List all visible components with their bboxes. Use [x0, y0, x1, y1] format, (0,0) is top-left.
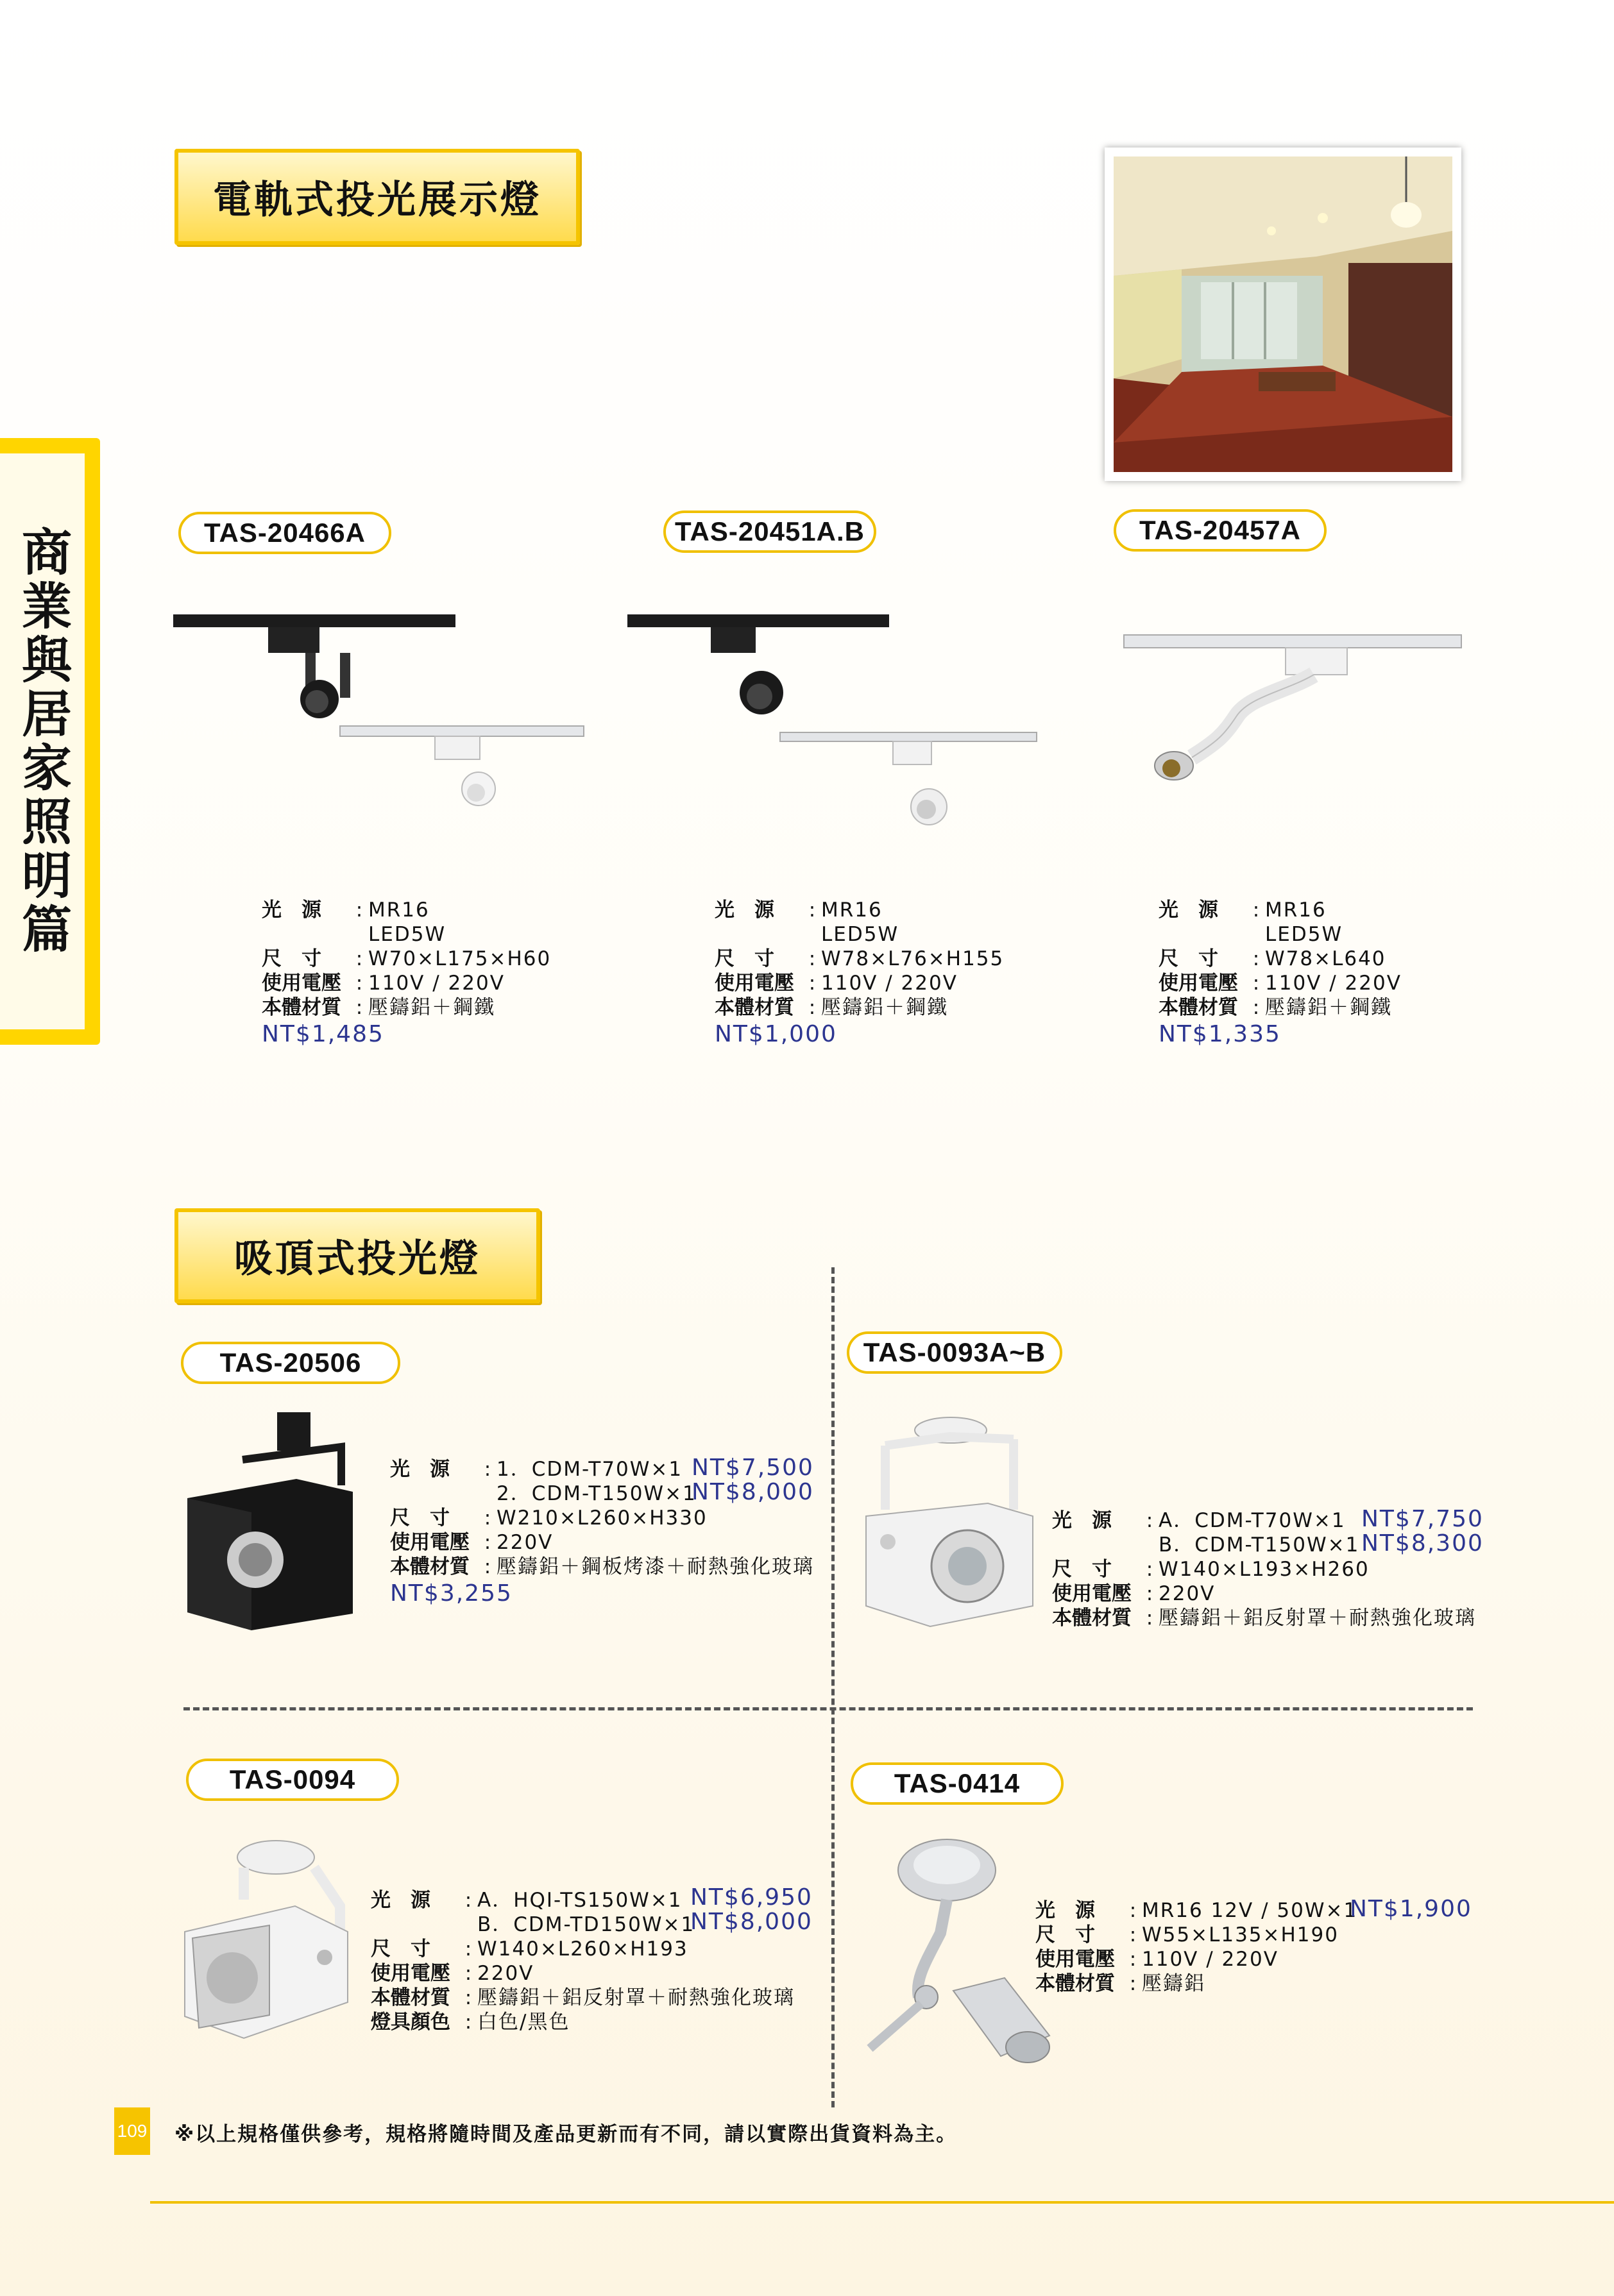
spec-label: 本體材質: [390, 1555, 470, 1578]
spec-label: 使用電壓: [1052, 1582, 1132, 1605]
spec-row: 光 源 : A．CDM-T70W×1: [1052, 1509, 1346, 1532]
price-option-2: NT$8,000: [692, 1479, 814, 1505]
price: NT$1,335: [1159, 1021, 1281, 1047]
spec-value: W78×L640: [1265, 947, 1386, 970]
spec-label: 本體材質: [1052, 1607, 1132, 1630]
price: NT$1,485: [262, 1021, 384, 1047]
spec-value: MR16: [368, 899, 430, 922]
spec-value: 白色/黑色: [477, 2011, 570, 2034]
spec-label: 光 源: [715, 899, 774, 922]
spec-label: 光 源: [1035, 1899, 1095, 1922]
spec-label: 光 源: [390, 1458, 450, 1481]
spec-label: 本體材質: [262, 996, 341, 1019]
spec-value: LED5W: [821, 923, 899, 946]
spec-label: 尺 寸: [1159, 947, 1218, 970]
spec-label: 光 源: [1052, 1509, 1112, 1532]
footer-line: [150, 2201, 1614, 2204]
spec-row: 光 源 : MR16: [715, 899, 883, 922]
spec-row: 光 源 : A．HQI-TS150W×1: [371, 1889, 683, 1912]
model-label-tas-0093a-b: TAS-0093A~B: [847, 1331, 1062, 1374]
spec-row: 本體材質 : 壓鑄鋁＋鋼板烤漆＋耐熱強化玻璃: [390, 1555, 814, 1578]
spec-row: 光 源 : MR16: [1159, 899, 1327, 922]
spec-value: 110V / 220V: [1142, 1948, 1278, 1971]
spec-label: 本體材質: [371, 1986, 450, 2009]
spec-row: [262, 922, 551, 947]
spec-value: W55×L135×H190: [1142, 1923, 1339, 1946]
spec-value: 220V: [497, 1531, 554, 1554]
spec-row: 燈具顏色 : 白色/黑色: [371, 2011, 570, 2034]
spec-row: 本體材質 : 壓鑄鋁＋鋼鐵: [262, 996, 495, 1019]
spec-label: 尺 寸: [262, 947, 321, 970]
spec-value: 壓鑄鋁: [1142, 1972, 1205, 1995]
spec-row: 本體材質 : 壓鑄鋁＋鋼鐵: [1159, 996, 1392, 1019]
spec-value: 110V / 220V: [368, 972, 505, 995]
spec-row: 使用電壓 : 110V / 220V: [1035, 1948, 1278, 1971]
product-image-tas-20506: [181, 1408, 367, 1632]
spec-label: 本體材質: [1159, 996, 1238, 1019]
product-image-tas-0094: [180, 1836, 353, 2041]
model-label-tas-20466a: TAS-20466A: [178, 512, 391, 554]
spec-value: W78×L76×H155: [821, 947, 1005, 970]
model-label-tas-0094: TAS-0094: [186, 1759, 399, 1801]
price-option-a: NT$6,950: [690, 1884, 813, 1911]
divider-vertical: [831, 1267, 835, 2107]
spec-row: 尺 寸 : W140×L193×H260: [1052, 1558, 1370, 1581]
spec-value: W210×L260×H330: [497, 1507, 708, 1530]
spec-label: 使用電壓: [1159, 972, 1238, 995]
spec-row: 使用電壓 : 220V: [371, 1962, 534, 1985]
spec-row: [715, 922, 1004, 947]
price-option-a: NT$7,750: [1361, 1506, 1484, 1532]
spec-row: 尺 寸 : W78×L640: [1159, 947, 1386, 970]
spec-value: 110V / 220V: [821, 972, 958, 995]
spec-value: 110V / 220V: [1265, 972, 1402, 995]
spec-label: 光 源: [1159, 899, 1218, 922]
model-label-tas-20457a: TAS-20457A: [1114, 509, 1327, 552]
spec-value: 壓鑄鋁＋鋁反射罩＋耐熱強化玻璃: [1159, 1607, 1476, 1630]
section-title-track-spotlight: 電軌式投光展示燈: [174, 149, 580, 245]
spec-row: 本體材質 : 壓鑄鋁＋鋁反射罩＋耐熱強化玻璃: [1052, 1607, 1476, 1630]
spec-block-tas-20457a: [1159, 898, 1402, 1047]
price: NT$1,900: [1350, 1896, 1472, 1922]
spec-block-tas-0414: [1035, 1898, 1357, 1996]
spec-row: 尺 寸 : W140×L260×H193: [371, 1937, 688, 1961]
spec-value: 220V: [477, 1962, 534, 1985]
product-image-tas-0093a-b: [860, 1414, 1052, 1629]
spec-value: 2．CDM-T150W×1: [497, 1482, 697, 1505]
spec-label: 燈具顏色: [371, 2011, 450, 2034]
model-label-tas-20506: TAS-20506: [181, 1342, 400, 1384]
spec-block-tas-20466a: [262, 898, 551, 1047]
side-tab-label: 商業與居家照明篇: [13, 526, 71, 957]
spec-row: 光 源 : MR16 12V / 50W×1: [1035, 1899, 1358, 1922]
spec-value: A．CDM-T70W×1: [1159, 1509, 1346, 1532]
product-image-tas-20466a: [172, 603, 589, 847]
spec-row: 使用電壓 : 220V: [390, 1531, 554, 1554]
spec-value: 220V: [1159, 1582, 1216, 1605]
spec-value: 1．CDM-T70W×1: [497, 1458, 683, 1481]
page-number: 109: [114, 2107, 150, 2155]
spec-row: 光 源 : MR16: [262, 899, 430, 922]
spec-value: 壓鑄鋁＋鋼鐵: [1265, 996, 1392, 1019]
spec-value: 壓鑄鋁＋鋼鐵: [821, 996, 948, 1019]
footnote: ※以上規格僅供參考，規格將隨時間及產品更新而有不同，請以實際出貨資料為主。: [174, 2123, 958, 2146]
spec-value: W140×L193×H260: [1159, 1558, 1370, 1581]
price-option-b: NT$8,000: [690, 1909, 813, 1935]
spec-value: 壓鑄鋁＋鋼鐵: [368, 996, 495, 1019]
spec-label: 本體材質: [1035, 1972, 1115, 1995]
spec-label: 光 源: [371, 1889, 430, 1912]
product-image-tas-20451a-b: [624, 603, 1060, 840]
spec-value: W140×L260×H193: [477, 1937, 688, 1961]
spec-value: W70×L175×H60: [368, 947, 552, 970]
spec-label: 尺 寸: [715, 947, 774, 970]
price-option-1: NT$7,500: [692, 1455, 814, 1481]
spec-label: 本體材質: [715, 996, 794, 1019]
spec-row: 尺 寸 : W55×L135×H190: [1035, 1923, 1339, 1946]
price: NT$3,255: [390, 1580, 513, 1607]
spec-value: B．CDM-TD150W×1: [477, 1913, 695, 1936]
spec-value: MR16 12V / 50W×1: [1142, 1899, 1358, 1922]
price-option-b: NT$8,300: [1361, 1530, 1484, 1557]
spec-label: 尺 寸: [371, 1937, 430, 1961]
spec-value: LED5W: [1265, 923, 1343, 946]
spec-value: MR16: [821, 899, 883, 922]
room-interior-photo: [1105, 148, 1461, 481]
spec-value: 壓鑄鋁＋鋼板烤漆＋耐熱強化玻璃: [497, 1555, 814, 1578]
price: NT$1,000: [715, 1021, 837, 1047]
spec-value: 壓鑄鋁＋鋁反射罩＋耐熱強化玻璃: [477, 1986, 795, 2009]
spec-value: MR16: [1265, 899, 1327, 922]
spec-row: 使用電壓 : 220V: [1052, 1582, 1216, 1605]
spec-block-tas-20451a-b: [715, 898, 1004, 1047]
spec-value: A．HQI-TS150W×1: [477, 1889, 683, 1912]
divider-horizontal: [183, 1707, 1473, 1710]
spec-row: 光 源 : 1．CDM-T70W×1: [390, 1458, 683, 1481]
spec-row: 本體材質 : 壓鑄鋁＋鋁反射罩＋耐熱強化玻璃: [371, 1986, 795, 2009]
spec-label: 使用電壓: [1035, 1948, 1115, 1971]
spec-row: 本體材質 : 壓鑄鋁＋鋼鐵: [715, 996, 948, 1019]
spec-label: 尺 寸: [1035, 1923, 1095, 1946]
spec-label: 使用電壓: [390, 1531, 470, 1554]
spec-label: 光 源: [262, 899, 321, 922]
model-label-tas-20451a-b: TAS-20451A.B: [663, 511, 876, 553]
spec-value: B．CDM-T150W×1: [1159, 1533, 1360, 1557]
product-image-tas-20457a: [1121, 626, 1468, 799]
section-title-ceiling-spotlight: 吸頂式投光燈: [174, 1208, 540, 1303]
spec-row: 使用電壓 : 110V / 220V: [262, 972, 505, 995]
spec-row: 尺 寸 : W78×L76×H155: [715, 947, 1005, 970]
spec-row: [1159, 922, 1402, 947]
spec-value: LED5W: [368, 923, 446, 946]
model-label-tas-0414: TAS-0414: [851, 1762, 1064, 1805]
spec-row: 本體材質 : 壓鑄鋁: [1035, 1972, 1205, 1995]
spec-label: 使用電壓: [262, 972, 341, 995]
side-tab: [0, 438, 100, 1045]
spec-label: 使用電壓: [715, 972, 794, 995]
spec-row: 尺 寸 : W70×L175×H60: [262, 947, 552, 970]
side-tab-panel: [0, 453, 85, 1029]
spec-row: 尺 寸 : W210×L260×H330: [390, 1507, 708, 1530]
spec-row: 使用電壓 : 110V / 220V: [1159, 972, 1402, 995]
spec-label: 尺 寸: [1052, 1558, 1112, 1581]
spec-label: 使用電壓: [371, 1962, 450, 1985]
spec-label: 尺 寸: [390, 1507, 450, 1530]
spec-row: 使用電壓 : 110V / 220V: [715, 972, 958, 995]
